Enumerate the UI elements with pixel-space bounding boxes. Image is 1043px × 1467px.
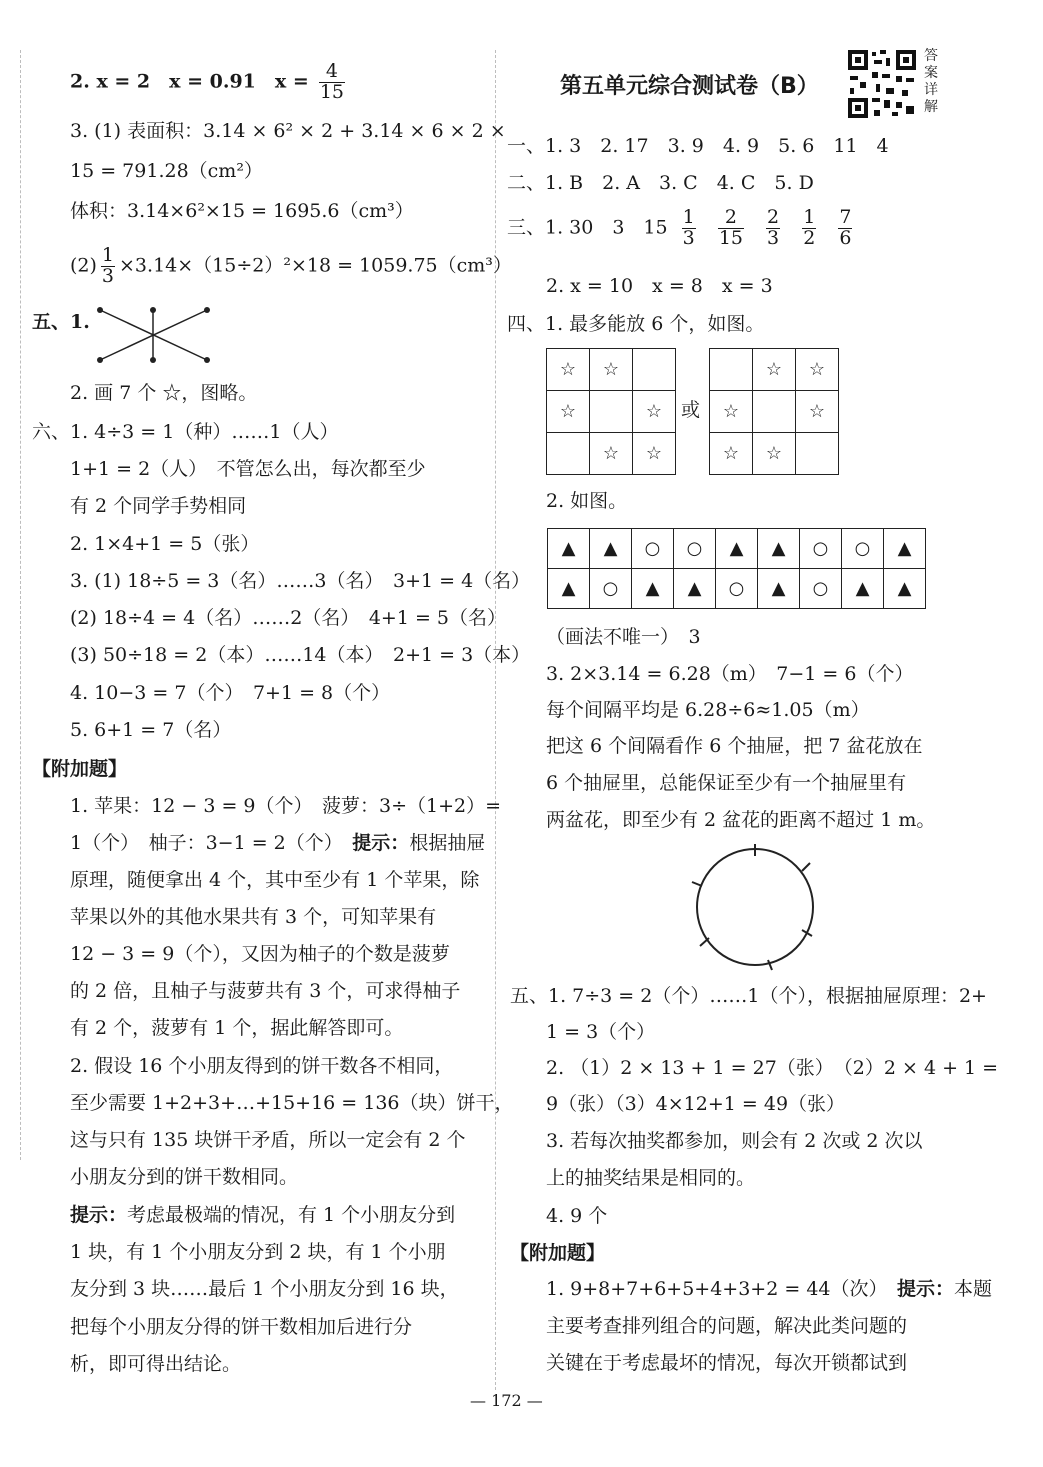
answer-line: 五、1. 7÷3 = 2（个）……1（个），根据抽屉原理：2+ bbox=[510, 985, 987, 1007]
shape-cell: ○ bbox=[842, 529, 884, 569]
grid-cell bbox=[547, 433, 590, 475]
answer-line: 把这 6 个间隔看作 6 个抽屉，把 7 盆花放在 bbox=[546, 735, 923, 757]
page-title: 第五单元综合测试卷（B） bbox=[560, 74, 819, 99]
answer-line: 二、1. B 2. A 3. C 4. C 5. D bbox=[507, 172, 814, 194]
hint-label: 提示： bbox=[897, 1278, 955, 1300]
answer-line: 2. 如图。 bbox=[546, 490, 628, 512]
shape-cell: ○ bbox=[716, 569, 758, 609]
answer-line: 原理，随便拿出 4 个，其中至少有 1 个苹果，除 bbox=[70, 869, 480, 891]
answer-line: 这与只有 135 块饼干矛盾，所以一定会有 2 个 bbox=[70, 1129, 466, 1151]
shape-cell: ▲ bbox=[548, 569, 590, 609]
shape-cell: ▲ bbox=[884, 529, 926, 569]
answer-line: 小朋友分到的饼干数相同。 bbox=[70, 1166, 299, 1188]
answer-line: 关键在于考虑最坏的情况，每次开锁都试到 bbox=[546, 1352, 908, 1374]
bonus-heading: 【附加题】 bbox=[32, 758, 128, 780]
answer-line: 2. 1×4+1 = 5（张） bbox=[70, 533, 260, 555]
section-five-label: 五、1. bbox=[32, 311, 90, 333]
shape-cell: ○ bbox=[800, 569, 842, 609]
star-grid-b bbox=[709, 348, 839, 475]
fraction: $\frac{1}{3}$ bbox=[682, 206, 695, 249]
shape-cell: ▲ bbox=[884, 569, 926, 609]
answer-line: 12 − 3 = 9（个），又因为柚子的个数是菠萝 bbox=[70, 943, 450, 965]
answer-line: 六、1. 4÷3 = 1（种）……1（人） bbox=[32, 421, 339, 443]
qr-label: 答案详解 bbox=[924, 48, 938, 115]
answer-line: 4. 10−3 = 7（个） 7+1 = 8（个） bbox=[70, 682, 391, 704]
grid-cell: ☆ bbox=[633, 433, 676, 475]
answer-line: 1. 苹果：12 − 3 = 9（个） 菠萝：3÷（1+2）= bbox=[70, 795, 502, 817]
answer-line: 一、1. 3 2. 17 3. 9 4. 9 5. 6 11 4 bbox=[507, 135, 889, 157]
shape-cell: ▲ bbox=[548, 529, 590, 569]
answer-line: 2. 假设 16 个小朋友得到的饼干数各不相同， bbox=[70, 1055, 454, 1077]
hint-label: 提示： bbox=[70, 1204, 128, 1226]
shape-cell: ▲ bbox=[674, 569, 716, 609]
shape-cell: ○ bbox=[632, 529, 674, 569]
qr-code-icon bbox=[846, 48, 918, 120]
shape-cell: ▲ bbox=[716, 529, 758, 569]
six-lines-figure bbox=[95, 305, 215, 365]
grid-cell bbox=[753, 391, 796, 433]
answer-line: 9（张）（3）4×12+1 = 49（张） bbox=[546, 1093, 846, 1115]
shape-cell: ○ bbox=[590, 569, 632, 609]
grid-cell: ☆ bbox=[796, 391, 839, 433]
answer-line: 把每个小朋友分得的饼干数相加后进行分 bbox=[70, 1316, 413, 1338]
shape-cell: ○ bbox=[674, 529, 716, 569]
answer-line: 3. 若每次抽奖都参加，则会有 2 次或 2 次以 bbox=[546, 1130, 923, 1152]
answer-line: 1. 9+8+7+6+5+4+3+2 = 44（次） 提示：本题 bbox=[546, 1278, 993, 1300]
left-margin-line bbox=[20, 50, 21, 1160]
answer-line: 4. 9 个 bbox=[546, 1205, 608, 1227]
fraction: $\frac{4}{15}$ bbox=[319, 60, 344, 103]
answer-line: 提示：考虑最极端的情况，有 1 个小朋友分到 bbox=[70, 1204, 456, 1226]
shape-cell: ▲ bbox=[590, 529, 632, 569]
answer-line: 每个间隔平均是 6.28÷6≈1.05（m） bbox=[546, 699, 870, 721]
grid-cell: ☆ bbox=[710, 433, 753, 475]
answer-line: 有 2 个同学手势相同 bbox=[70, 495, 247, 517]
answer-line: 苹果以外的其他水果共有 3 个，可知苹果有 bbox=[70, 906, 437, 928]
shape-cell: ○ bbox=[800, 529, 842, 569]
grid-cell: ☆ bbox=[590, 433, 633, 475]
answer-line: 2. x = 2 x = 0.91 x = $\frac{4}{15}$ bbox=[70, 60, 344, 103]
fraction: $\frac{2}{3}$ bbox=[767, 206, 780, 249]
grid-cell bbox=[796, 433, 839, 475]
answer-line: 1+1 = 2（人） 不管怎么出，每次都至少 bbox=[70, 458, 426, 480]
answer-line: 1 块，有 1 个小朋友分到 2 块，有 1 个小朋 bbox=[70, 1241, 446, 1263]
answer-line: 3. (1) 表面积：3.14 × 6² × 2 + 3.14 × 6 × 2 × bbox=[70, 120, 506, 142]
answer-line: 2. （1）2 × 13 + 1 = 27（张） （2）2 × 4 + 1 = bbox=[546, 1057, 999, 1079]
shape-cell: ▲ bbox=[632, 569, 674, 609]
answer-line: 析，即可得出结论。 bbox=[70, 1353, 242, 1375]
fraction: $\frac{2}{15}$ bbox=[718, 206, 743, 249]
answer-line: 三、1. 30 3 15 $\frac{1}{3}$ $\frac{2}{15}$ $\frac{2}{3}$ $\frac{1}{2}$ $\frac{7}{6}$ bbox=[507, 206, 852, 249]
grid-cell bbox=[710, 349, 753, 391]
grid-cell bbox=[633, 349, 676, 391]
fraction: $\frac{1}{3}$ bbox=[101, 244, 115, 287]
answer-line: （画法不唯一） 3 bbox=[546, 626, 701, 648]
answer-line: 1 = 3（个） bbox=[546, 1021, 656, 1043]
shape-cell: ▲ bbox=[842, 569, 884, 609]
answer-line: 有 2 个，菠萝有 1 个，据此解答即可。 bbox=[70, 1017, 404, 1039]
answer-line: (2) $\frac{1}{3}$ ×3.14×（15÷2）²×18 = 1059.75（cm³） bbox=[70, 244, 512, 287]
fraction: $\frac{7}{6}$ bbox=[839, 206, 852, 249]
answer-line: 主要考查排列组合的问题，解决此类问题的 bbox=[546, 1315, 908, 1337]
grid-cell: ☆ bbox=[753, 433, 796, 475]
star-grid-a bbox=[546, 348, 676, 475]
grid-cell: ☆ bbox=[753, 349, 796, 391]
grid-cell: ☆ bbox=[547, 391, 590, 433]
answer-line: 四、1. 最多能放 6 个，如图。 bbox=[507, 313, 765, 335]
answer-line: 2. 画 7 个 ☆，图略。 bbox=[70, 382, 258, 404]
answer-line: (2) 18÷4 = 4（名）……2（名） 4+1 = 5（名） bbox=[70, 607, 506, 629]
answer-line: 1（个） 柚子：3−1 = 2（个） 提示：根据抽屉 bbox=[70, 832, 486, 854]
grid-cell: ☆ bbox=[633, 391, 676, 433]
answer-line: 的 2 倍，且柚子与菠萝共有 3 个，可求得柚子 bbox=[70, 980, 461, 1002]
page-number: — 172 — bbox=[470, 1391, 543, 1410]
grid-cell: ☆ bbox=[590, 349, 633, 391]
answer-line: 友分到 3 块……最后 1 个小朋友分到 16 块， bbox=[70, 1278, 459, 1300]
bonus-heading: 【附加题】 bbox=[510, 1242, 606, 1264]
fraction: $\frac{1}{2}$ bbox=[803, 206, 816, 249]
answer-line: 3. (1) 18÷5 = 3（名）……3（名） 3+1 = 4（名） bbox=[70, 570, 531, 592]
answer-line: (3) 50÷18 = 2（本）……14（本） 2+1 = 3（本） bbox=[70, 644, 531, 666]
answer-line: 5. 6+1 = 7（名） bbox=[70, 719, 232, 741]
grid-cell bbox=[590, 391, 633, 433]
grid-cell: ☆ bbox=[710, 391, 753, 433]
or-label: 或 bbox=[681, 399, 701, 421]
circle-with-marks-figure bbox=[690, 842, 820, 972]
answer-line: 2. x = 10 x = 8 x = 3 bbox=[546, 275, 773, 297]
shape-pattern-table bbox=[547, 528, 926, 609]
grid-cell: ☆ bbox=[547, 349, 590, 391]
shape-cell: ▲ bbox=[758, 529, 800, 569]
answer-line: 至少需要 1+2+3+…+15+16 = 136（块）饼干， bbox=[70, 1092, 514, 1114]
grid-cell: ☆ bbox=[796, 349, 839, 391]
shape-cell: ▲ bbox=[758, 569, 800, 609]
answer-line: 15 = 791.28（cm²） bbox=[70, 160, 263, 182]
answer-line: 6 个抽屉里，总能保证至少有一个抽屉里有 bbox=[546, 772, 907, 794]
answer-line: 上的抽奖结果是相同的。 bbox=[546, 1167, 756, 1189]
hint-label: 提示： bbox=[352, 832, 410, 854]
answer-line: 3. 2×3.14 = 6.28（m） 7−1 = 6（个） bbox=[546, 663, 914, 685]
answer-line: 两盆花，即至少有 2 盆花的距离不超过 1 m。 bbox=[546, 809, 936, 831]
answer-line: 体积：3.14×6²×15 = 1695.6（cm³） bbox=[70, 200, 414, 222]
